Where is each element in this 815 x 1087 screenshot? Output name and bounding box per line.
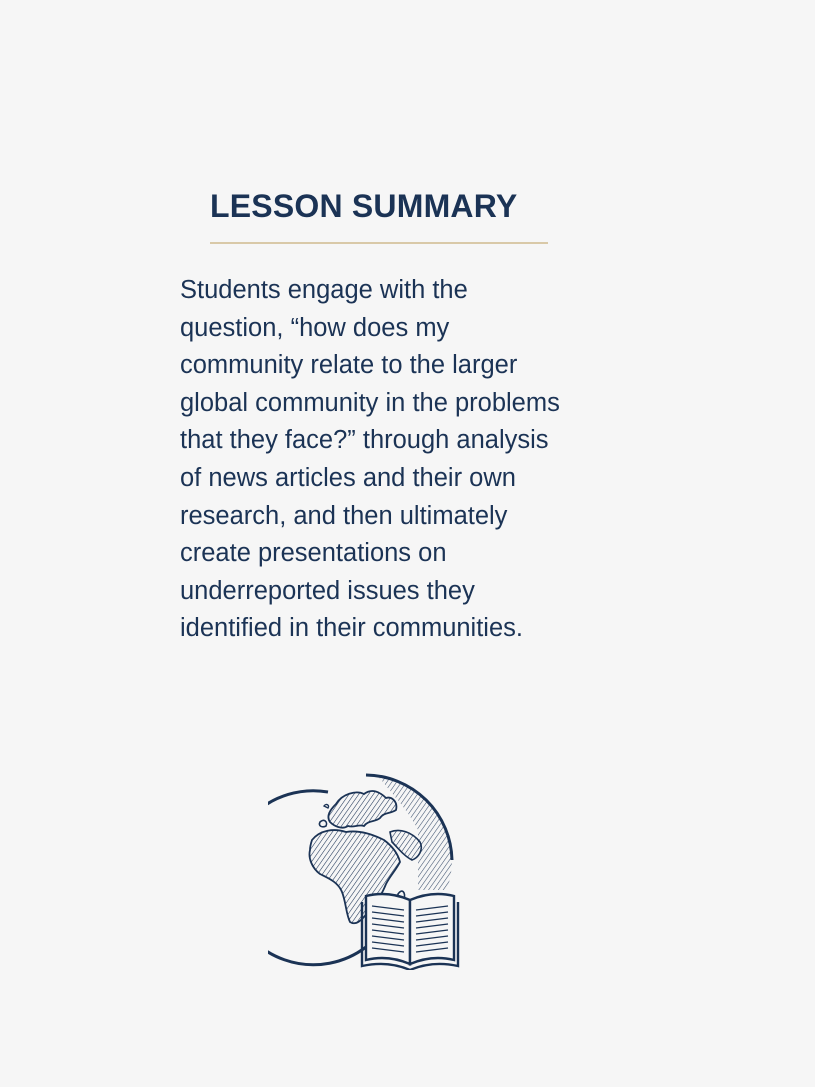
page-title: LESSON SUMMARY [210,188,518,224]
summary-line: Students engage with the [180,276,468,304]
summary-line: create presentations on [180,539,447,568]
title-underline-divider [210,242,548,244]
summary-line: identified in their communities. [180,614,523,643]
summary-line: underreported issues they [180,576,475,605]
summary-line: question, “how does my [180,313,450,342]
globe-with-open-book-icon [268,770,468,970]
lesson-summary-text [180,272,600,648]
summary-line: that they face?” through analysis [180,426,549,455]
summary-line: community relate to the larger [180,351,518,380]
summary-line: global community in the problems [180,388,560,417]
summary-line: research, and then ultimately [180,501,508,530]
summary-line: of news articles and their own [180,463,516,492]
